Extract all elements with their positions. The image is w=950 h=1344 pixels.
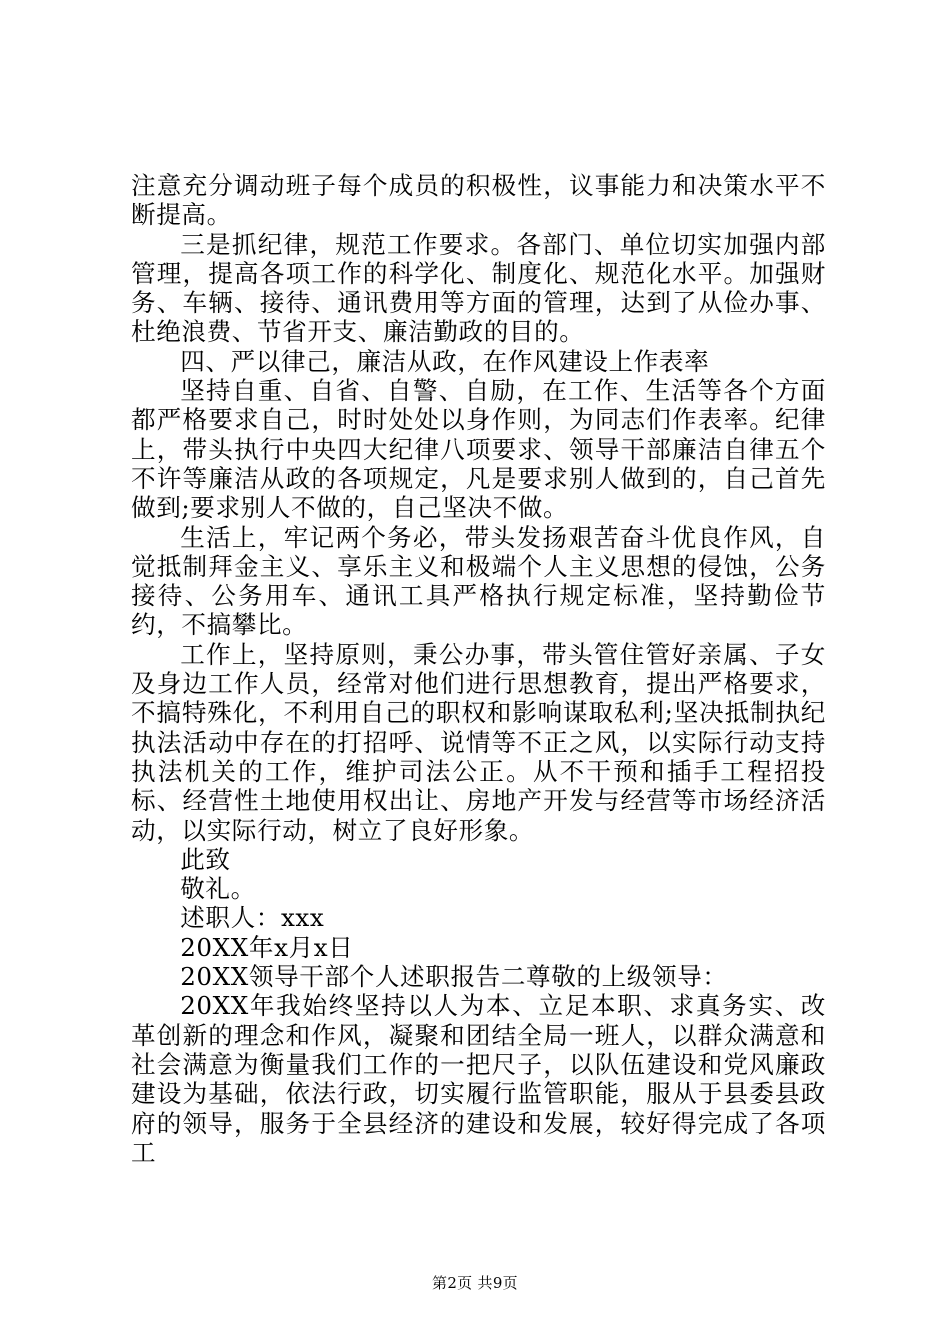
paragraph-5: 工作上，坚持原则，秉公办事，带头管住管好亲属、子女及身边工作人员，经常对他们进行思想教育，提出严格要求，不搞特殊化，不利用自己的职权和影响谋取私利;坚决抵制执纪执法活动中存在的打招呼、说情等不正之风，以实际行动支持执法机关的工作，维护司法公正。从不干预和插手工程招投标、经营性土地使用权出让、房地产开发与经营等市场经济活动，以实际行动，树立了良好形象。 <box>131 639 826 845</box>
paragraph-3: 坚持自重、自省、自警、自励，在工作、生活等各个方面都严格要求自己，时时处处以身作则，为同志们作表率。纪律上，带头执行中央四大纪律八项要求、领导干部廉洁自律五个不许等廉洁从政的各项规定，凡是要求别人做到的，自己首先做到;要求别人不做的，自己坚决不做。 <box>131 376 826 523</box>
paragraph-2: 三是抓纪律，规范工作要求。各部门、单位切实加强内部管理，提高各项工作的科学化、制度化、规范化水平。加强财务、车辆、接待、通讯费用等方面的管理，达到了从俭办事、杜绝浪费、节省开支、廉洁勤政的目的。 <box>131 229 826 347</box>
paragraph-1: 注意充分调动班子每个成员的积极性，议事能力和决策水平不断提高。 <box>131 171 826 230</box>
document-body <box>131 171 826 1167</box>
closing-salutation: 此致 <box>180 844 231 874</box>
section-heading: 四、严以律己，廉洁从政，在作风建设上作表率 <box>180 346 710 376</box>
paragraph-4: 生活上，牢记两个务必，带头发扬艰苦奋斗优良作风，自觉抵制拜金主义、享乐主义和极端个人主义思想的侵蚀，公务接待、公务用车、通讯工具严格执行规定标准，坚持勤俭节约，不搞攀比。 <box>131 522 826 640</box>
report-two-heading: 20XX领导干部个人述职报告二尊敬的上级领导： <box>180 962 728 992</box>
closing-regards: 敬礼。 <box>180 874 256 904</box>
page-footer: 第2页 共9页 <box>432 1274 518 1292</box>
signature-line: 述职人：xxx <box>180 903 325 933</box>
paragraph-6: 20XX年我始终坚持以人为本、立足本职、求真务实、改革创新的理念和作风，凝聚和团结全局一班人，以群众满意和社会满意为衡量我们工作的一把尺子，以队伍建设和党风廉政建设为基础，依法行政，切实履行监管职能，服从于县委县政府的领导，服务于全县经济的建设和发展，较好得完成了各项工 <box>131 991 826 1167</box>
date-line: 20XX年x月x日 <box>180 932 354 962</box>
